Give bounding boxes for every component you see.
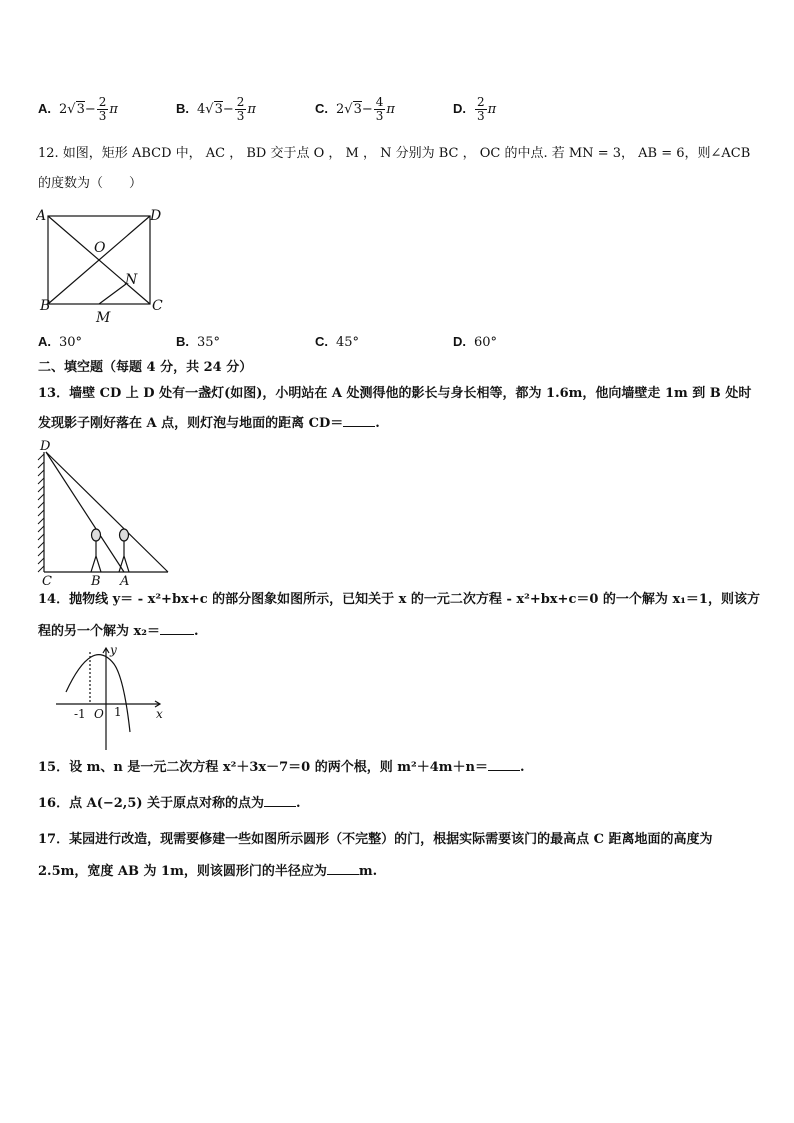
q14-text: 程的另一个解为 x₂＝ — [38, 624, 160, 639]
q12-option-b — [176, 332, 220, 353]
q12-stem-line1: 12. 如图，矩形 ABCD 中， AC ， BD 交于点 O ， M ， N 分别为 BC ， OC 的中点. 若 MN = 3， AB = 6，则∠ACB — [38, 146, 751, 161]
wall-hatching — [38, 454, 44, 572]
q11-option-d — [453, 96, 496, 123]
q15-stem — [38, 758, 756, 778]
label-m: M — [96, 310, 111, 324]
denominator: 3 — [98, 109, 107, 123]
q11-option-c — [315, 96, 395, 123]
q12-stem-line2: 的度数为（ ） — [38, 176, 143, 191]
answer-blank — [264, 794, 296, 807]
label-c: C — [152, 298, 163, 314]
q14-stem-line2 — [38, 622, 756, 642]
section-title: 二、填空题（每题 4 分，共 24 分） — [38, 360, 253, 375]
option-label: A. — [38, 101, 51, 116]
q15-text: 15．设 m、n 是一元二次方程 x²＋3x－7＝0 的两个根，则 m²＋4m＋n＝ — [38, 760, 488, 775]
q16-text: 16．点 A(−2,5) 关于原点对称的点为 — [38, 796, 265, 811]
numerator: 2 — [236, 95, 245, 109]
q12-option-c — [315, 332, 359, 353]
option-text: 35° — [197, 335, 221, 350]
denominator: 3 — [375, 109, 384, 123]
denominator: 3 — [477, 109, 485, 123]
q17-text: 2.5m，宽度 AB 为 1m，则该圆形门的半径应为 — [38, 864, 327, 879]
q12-option-a — [38, 332, 82, 353]
label-neg1: -1 — [74, 707, 86, 721]
label-x: x — [156, 707, 163, 721]
pi: π — [247, 102, 256, 117]
period: . — [519, 760, 525, 775]
option-label: B. — [176, 334, 189, 349]
radicand: 3 — [76, 102, 85, 117]
q16-stem — [38, 794, 756, 814]
coef: 2 — [59, 102, 68, 117]
option-label: C. — [315, 334, 328, 349]
minus: − — [222, 102, 234, 117]
period: . — [375, 416, 380, 431]
sqrt-sign: √ — [205, 102, 214, 117]
fraction — [374, 96, 386, 123]
coef: 2 — [336, 102, 345, 117]
q17-stem-line1: 17．某园进行改造，现需要修建一些如图所示圆形（不完整）的门，根据实际需要该门的最高点 C 距离地面的高度为 — [38, 832, 713, 847]
person-at-b — [91, 529, 101, 572]
q12-rectangle-figure — [36, 206, 172, 324]
option-text: 45° — [336, 335, 360, 350]
q12-option-d — [453, 332, 497, 353]
q11-option-a — [38, 96, 118, 123]
sqrt-sign: √ — [67, 102, 76, 117]
answer-blank — [488, 758, 520, 771]
q11-option-b — [176, 96, 256, 123]
label-d: D — [40, 439, 51, 454]
label-d: D — [150, 208, 162, 224]
pi: π — [109, 102, 118, 117]
denominator: 3 — [236, 109, 245, 123]
label-b: B — [40, 298, 51, 314]
radicand: 3 — [214, 102, 223, 117]
label-a: A — [120, 574, 130, 586]
ray-beyond — [46, 452, 168, 572]
label-b: B — [91, 574, 101, 586]
person-at-a — [119, 529, 129, 572]
label-y: y — [110, 643, 117, 657]
q13-stem-line1: 13．墙壁 CD 上 D 处有一盏灯(如图)，小明站在 A 处测得他的影长与身长相等，都为 1.6m，他向墙壁走 1m 到 B 处时 — [38, 386, 752, 401]
q17-stem-line2 — [38, 862, 756, 882]
pi: π — [386, 102, 395, 117]
option-label: D. — [453, 101, 466, 116]
minus: − — [361, 102, 373, 117]
ray-to-a — [46, 452, 124, 572]
label-a: A — [36, 208, 47, 224]
fraction — [97, 96, 109, 123]
option-label: A. — [38, 334, 51, 349]
option-label: B. — [176, 101, 189, 116]
label-one: 1 — [114, 705, 122, 719]
q14-stem-line1: 14．抛物线 y＝ - x²+bx+c 的部分图象如图所示，已知关于 x 的一元二次方程 - x²+bx+c＝0 的一个解为 x₁＝1，则该方 — [38, 592, 760, 607]
label-o: O — [94, 240, 106, 256]
label-n: N — [125, 272, 138, 288]
pi: π — [487, 102, 497, 117]
minus: − — [84, 102, 96, 117]
q13-stem-line2 — [38, 414, 756, 434]
q13-lamp-shadow-figure — [36, 438, 174, 586]
numerator: 2 — [477, 95, 485, 109]
fraction — [475, 96, 487, 123]
coef: 4 — [197, 102, 206, 117]
answer-blank — [327, 862, 359, 875]
unit: m. — [358, 864, 378, 879]
period: . — [193, 624, 199, 639]
numerator: 2 — [98, 95, 107, 109]
q14-parabola-figure — [52, 642, 172, 754]
answer-blank — [160, 622, 194, 635]
sqrt-sign: √ — [344, 102, 353, 117]
fraction — [235, 96, 247, 123]
segment-mn — [99, 284, 126, 304]
option-text: 60° — [474, 335, 498, 350]
answer-blank — [343, 414, 375, 427]
radicand: 3 — [353, 102, 362, 117]
numerator: 4 — [375, 95, 384, 109]
option-label: C. — [315, 101, 328, 116]
option-text: 30° — [59, 335, 83, 350]
q13-text: 发现影子刚好落在 A 点，则灯泡与地面的距离 CD＝ — [38, 416, 344, 431]
option-label: D. — [453, 334, 466, 349]
period: . — [296, 796, 301, 811]
label-origin: O — [94, 707, 104, 721]
label-c: C — [42, 574, 52, 586]
